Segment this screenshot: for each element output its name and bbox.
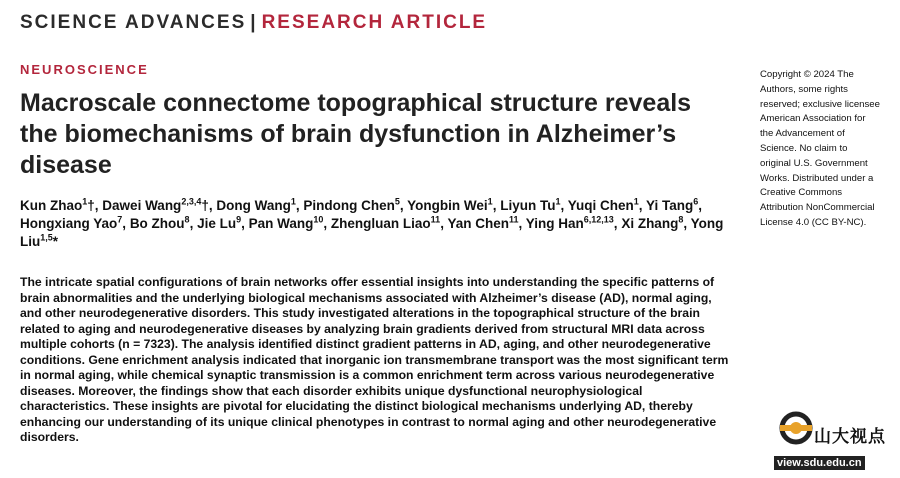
journal-header [20, 12, 487, 34]
watermark-text: 山大视点 [814, 427, 886, 446]
author-affiliation: 7 [117, 214, 123, 225]
author-mark: † [201, 198, 209, 213]
author-name: Hongxiang Yao [20, 216, 118, 231]
article-title: Macroscale connectome topographical structure reveals the biomechanisms of brain dysfunction in Alzheimer’s disease [20, 89, 692, 179]
author-affiliation: 9 [236, 214, 242, 225]
author-affiliation: 10 [313, 214, 324, 225]
header-separator: | [250, 12, 258, 33]
author-name: Pindong Chen [303, 198, 395, 213]
author-name: Yongbin Wei [407, 198, 488, 213]
author-name: Jie Lu [197, 216, 237, 231]
sdu-logo-icon [778, 410, 814, 446]
author-name: Dawei Wang [102, 198, 182, 213]
author-affiliation: 1 [633, 196, 639, 207]
author-affiliation: 8 [678, 214, 684, 225]
author-name: Dong Wang [216, 198, 291, 213]
author-affiliation: 1 [290, 196, 296, 207]
copyright-notice: Copyright © 2024 The Authors, some rights reserved; exclusive licensee American Association for the Advancement of Science. No claim to original U.S. Government Works. Distributed under a Creative Commons Attribution NonCommercial License 4.0 (CC BY-NC). [760, 69, 880, 228]
author-list: Kun Zhao$^1$†, Dawei Wang$^{2,3,4}$†, Dong Wang$^1$, Pindong Chen$^5$, Yongbin Wei$^1$, Liyun Tu$^1$, Yuqi Chen$^1$, Yi Tang$^6$, Hongxiang Yao$^7$, Bo Zhou$^8$, Jie Lu$^9$, Pan Wang$^{10}$, Zhengluan Liao$^{11}$, Yan Chen$^{11}$, Ying Han$^{6,12,13}$, Xi Zhang$^8$, Yong Liu$^{1,5}$* [20, 196, 724, 249]
journal-name: SCIENCE ADVANCES [20, 12, 247, 33]
author-affiliation: 6,12,13 [583, 214, 614, 225]
article-type: RESEARCH ARTICLE [261, 12, 488, 33]
author-affiliation: 1 [487, 196, 493, 207]
author-affiliation: 6 [693, 196, 699, 207]
author-name: Pan Wang [248, 216, 314, 231]
author-name: Kun Zhao [20, 198, 83, 213]
author-mark: * [52, 234, 59, 249]
author-affiliation: 5 [394, 196, 400, 207]
watermark-url: view.sdu.edu.cn [774, 456, 865, 470]
author-affiliation: 1,5 [40, 232, 53, 243]
author-name: Yan Chen [447, 216, 509, 231]
author-affiliation: 8 [184, 214, 190, 225]
author-affiliation: 11 [430, 214, 441, 225]
author-name: Bo Zhou [129, 216, 185, 231]
author-name: Liyun Tu [500, 198, 556, 213]
author-name: Yong Liu [20, 216, 724, 249]
author-name: Yuqi Chen [567, 198, 634, 213]
author-affiliation: 1 [555, 196, 561, 207]
author-name: Ying Han [525, 216, 584, 231]
section-label: NEUROSCIENCE [20, 62, 149, 77]
author-name: Yi Tang [646, 198, 694, 213]
author-affiliation: 11 [508, 214, 519, 225]
author-affiliation: 1 [82, 196, 88, 207]
author-name: Zhengluan Liao [330, 216, 431, 231]
abstract: The intricate spatial configurations of brain networks offer essential insights into understanding the specific patterns of brain abnormalities and the underlying biological mechanisms associated with Alzheimer’s disease (AD), normal aging, and other neurodegenerative disorders. This study investigated alterations in the topographical structure of the brain related to aging and neurodegenerative diseases by analyzing brain gradients derived from structural MRI data across multiple cohorts (n = 7323). The analysis identified distinct gradient patterns in AD, aging, and other neurodegenerative conditions. Gene enrichment analysis indicated that inorganic ion transmembrane transport was the most significant term in normal aging, while chemical synaptic transmission is a common enrichment term across various neurodegenerative diseases. Moreover, the findings show that each disorder exhibits unique dysfunctional neurophysiological characteristics. These insights are pivotal for elucidating the distinct biological mechanisms underlying AD, thereby enhancing our understanding of its unique clinical phenotypes in contrast to normal aging and other neurodegenerative disorders. [20, 275, 729, 444]
author-name: Xi Zhang [621, 216, 679, 231]
author-affiliation: 2,3,4 [181, 196, 202, 207]
author-mark: † [87, 198, 95, 213]
watermark [770, 408, 900, 478]
